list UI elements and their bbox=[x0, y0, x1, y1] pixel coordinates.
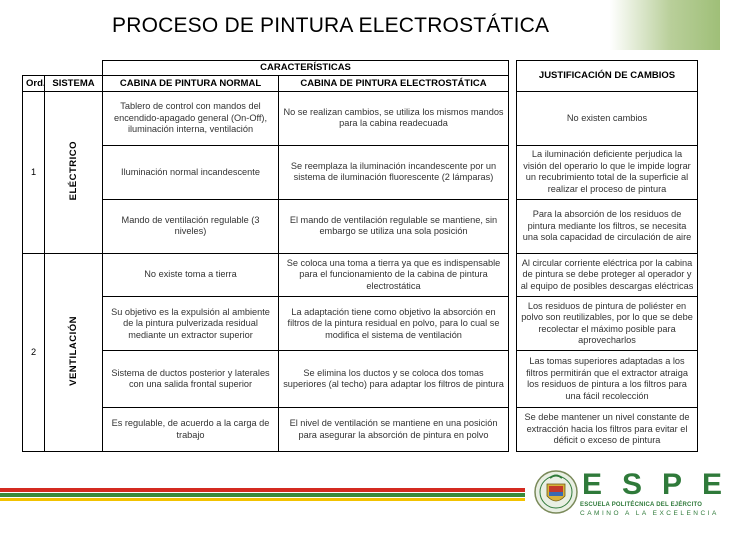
group-header: CARACTERÍSTICAS bbox=[103, 61, 509, 76]
empty-corner bbox=[23, 61, 45, 76]
electro-cell: Se coloca una toma a tierra ya que es indispensable para el funcionamiento de la cabina de pintura electrostática bbox=[279, 253, 509, 297]
logo-subtitle: ESCUELA POLITÉCNICA DEL EJÉRCITO bbox=[580, 502, 703, 508]
normal-cell: Tablero de control con mandos del encendido-apagado general (On-Off), iluminación interna, ventilación bbox=[103, 91, 279, 145]
system-cell bbox=[45, 253, 103, 451]
justificacion-cell: La iluminación deficiente perjudica la visión del operario lo que le impide lograr un recubrimiento total de la superficie al realizar el proceso de pintura bbox=[517, 145, 698, 199]
table-row bbox=[23, 199, 698, 253]
system-label: VENTILACIÓN bbox=[67, 315, 79, 386]
electro-cell: El nivel de ventilación se mantiene en una posición para asegurar la absorción de pintura en polvo bbox=[279, 408, 509, 452]
page-title: PROCESO DE PINTURA ELECTROSTÁTICA bbox=[112, 14, 550, 37]
header-normal: CABINA DE PINTURA NORMAL bbox=[103, 76, 279, 92]
footer-stripes bbox=[0, 488, 525, 504]
header-sistema: SISTEMA bbox=[45, 76, 103, 92]
system-label: ELÉCTRICO bbox=[67, 140, 79, 201]
header-electro: CABINA DE PINTURA ELECTROSTÁTICA bbox=[279, 76, 509, 92]
system-cell bbox=[45, 91, 103, 253]
justificacion-cell: No existen cambios bbox=[517, 91, 698, 145]
ord-cell: 2 bbox=[23, 253, 45, 451]
table-row bbox=[23, 145, 698, 199]
justificacion-cell: Los residuos de pintura de poliéster en polvo son reutilizables, por lo que se debe recolectar el máximo posible para aprovecharlos bbox=[517, 297, 698, 351]
table-row bbox=[23, 297, 698, 351]
electro-cell: La adaptación tiene como objetivo la absorción en filtros de la pintura residual en polvo, para lo cual se modifica el sistema de ventilación bbox=[279, 297, 509, 351]
stripe-red bbox=[0, 488, 525, 492]
normal-cell: Sistema de ductos posterior y laterales con una salida frontal superior bbox=[103, 351, 279, 408]
logo-wordmark: ESPE bbox=[582, 468, 742, 501]
normal-cell: Su objetivo es la expulsión al ambiente de la pintura pulverizada residual mediante un extractor superior bbox=[103, 297, 279, 351]
electro-cell: No se realizan cambios, se utiliza los mismos mandos para la cabina readecuada bbox=[279, 91, 509, 145]
logo-motto: CAMINO A LA EXCELENCIA bbox=[580, 510, 719, 517]
normal-cell: Mando de ventilación regulable (3 niveles) bbox=[103, 199, 279, 253]
justificacion-cell: Para la absorción de los residuos de pintura mediante los filtros, se necesita una sola capacidad de circulación de aire bbox=[517, 199, 698, 253]
electro-cell: Se elimina los ductos y se coloca dos tomas superiores (al techo) para adaptar los filtros de pintura bbox=[279, 351, 509, 408]
table-row bbox=[23, 253, 698, 297]
table-row bbox=[23, 408, 698, 452]
electro-cell: El mando de ventilación regulable se mantiene, sin embargo se utiliza una sola posición bbox=[279, 199, 509, 253]
comparison-table bbox=[22, 60, 698, 452]
normal-cell: No existe toma a tierra bbox=[103, 253, 279, 297]
justificacion-cell: Al circular corriente eléctrica por la cabina de pintura se debe proteger al operador y al equipo de posibles descargas eléctricas bbox=[517, 253, 698, 297]
table-row bbox=[23, 351, 698, 408]
justificacion-cell: Las tomas superiores adaptadas a los filtros permitirán que el extractor atraiga los residuos de pintura a los filtros para una fácil recolección bbox=[517, 351, 698, 408]
normal-cell: Iluminación normal incandescente bbox=[103, 145, 279, 199]
stripe-yellow bbox=[0, 498, 525, 501]
electro-cell: Se reemplaza la iluminación incandescente por un sistema de iluminación fluorescente (2 lámparas) bbox=[279, 145, 509, 199]
table-row bbox=[23, 91, 698, 145]
normal-cell: Es regulable, de acuerdo a la carga de trabajo bbox=[103, 408, 279, 452]
espe-emblem-icon bbox=[534, 468, 578, 516]
header-ord: Ord. bbox=[23, 76, 45, 92]
ord-cell: 1 bbox=[23, 91, 45, 253]
justificacion-cell: Se debe mantener un nivel constante de extracción hacia los filtros para evitar el déficit o exceso de pintura bbox=[517, 408, 698, 452]
stripe-green bbox=[0, 493, 525, 497]
header-justificacion: JUSTIFICACIÓN DE CAMBIOS bbox=[517, 61, 698, 92]
